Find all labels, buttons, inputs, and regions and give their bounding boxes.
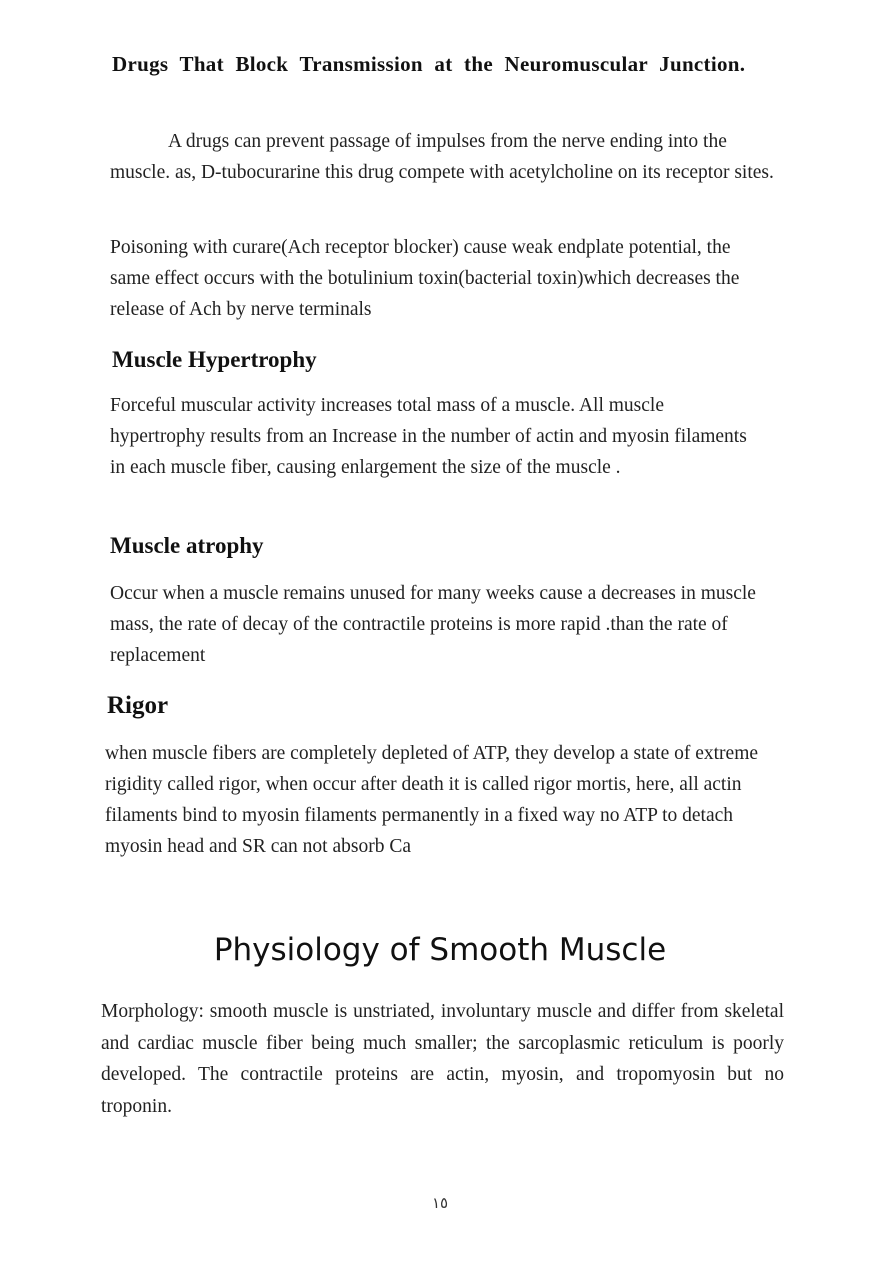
heading-rigor: Rigor	[107, 692, 169, 719]
heading-muscle-atrophy: Muscle atrophy	[110, 533, 264, 558]
page-number: ١٥	[431, 1194, 449, 1212]
paragraph-muscle-hypertrophy: Forceful muscular activity increases total mass of a muscle. All muscle hypertrophy results from an Increase in the number of actin and myosin filaments in each muscle fiber, causing enlargement the size of the muscle .	[110, 395, 747, 478]
heading-muscle-hypertrophy: Muscle Hypertrophy	[112, 347, 317, 372]
paragraph-muscle-atrophy: Occur when a muscle remains unused for many weeks cause a decreases in muscle mass, the rate of decay of the contractile proteins is more rapid .than the rate of replacement	[110, 583, 756, 666]
paragraph-curare-poisoning: Poisoning with curare(Ach receptor blocker) cause weak endplate potential, the same effect occurs with the botulinium toxin(bacterial toxin)which decreases the release of Ach by nerve terminals	[110, 237, 740, 320]
heading-drugs-neuromuscular-junction: Drugs That Block Transmission at the Neuromuscular Junction.	[112, 52, 746, 76]
heading-physiology-smooth-muscle: Physiology of Smooth Muscle	[213, 932, 667, 968]
paragraph-smooth-muscle-morphology: Morphology: smooth muscle is unstriated, involuntary muscle and differ from skeletal and cardiac muscle fiber being much smaller; the sarcoplasmic reticulum is poorly developed. The contractile proteins are actin, myosin, and tropomyosin but no troponin.	[101, 1001, 784, 1117]
paragraph-rigor: when muscle fibers are completely depleted of ATP, they develop a state of extreme rigidity called rigor, when occur after death it is called rigor mortis, here, all actin filaments bind to myosin filaments permanently in a fixed way no ATP to detach myosin head and SR can not absorb Ca	[105, 743, 759, 857]
paragraph-drugs-prevent-impulses: A drugs can prevent passage of impulses from the nerve ending into the muscle. as, D-tubocurarine this drug compete with acetylcholine on its receptor sites.	[110, 131, 774, 183]
